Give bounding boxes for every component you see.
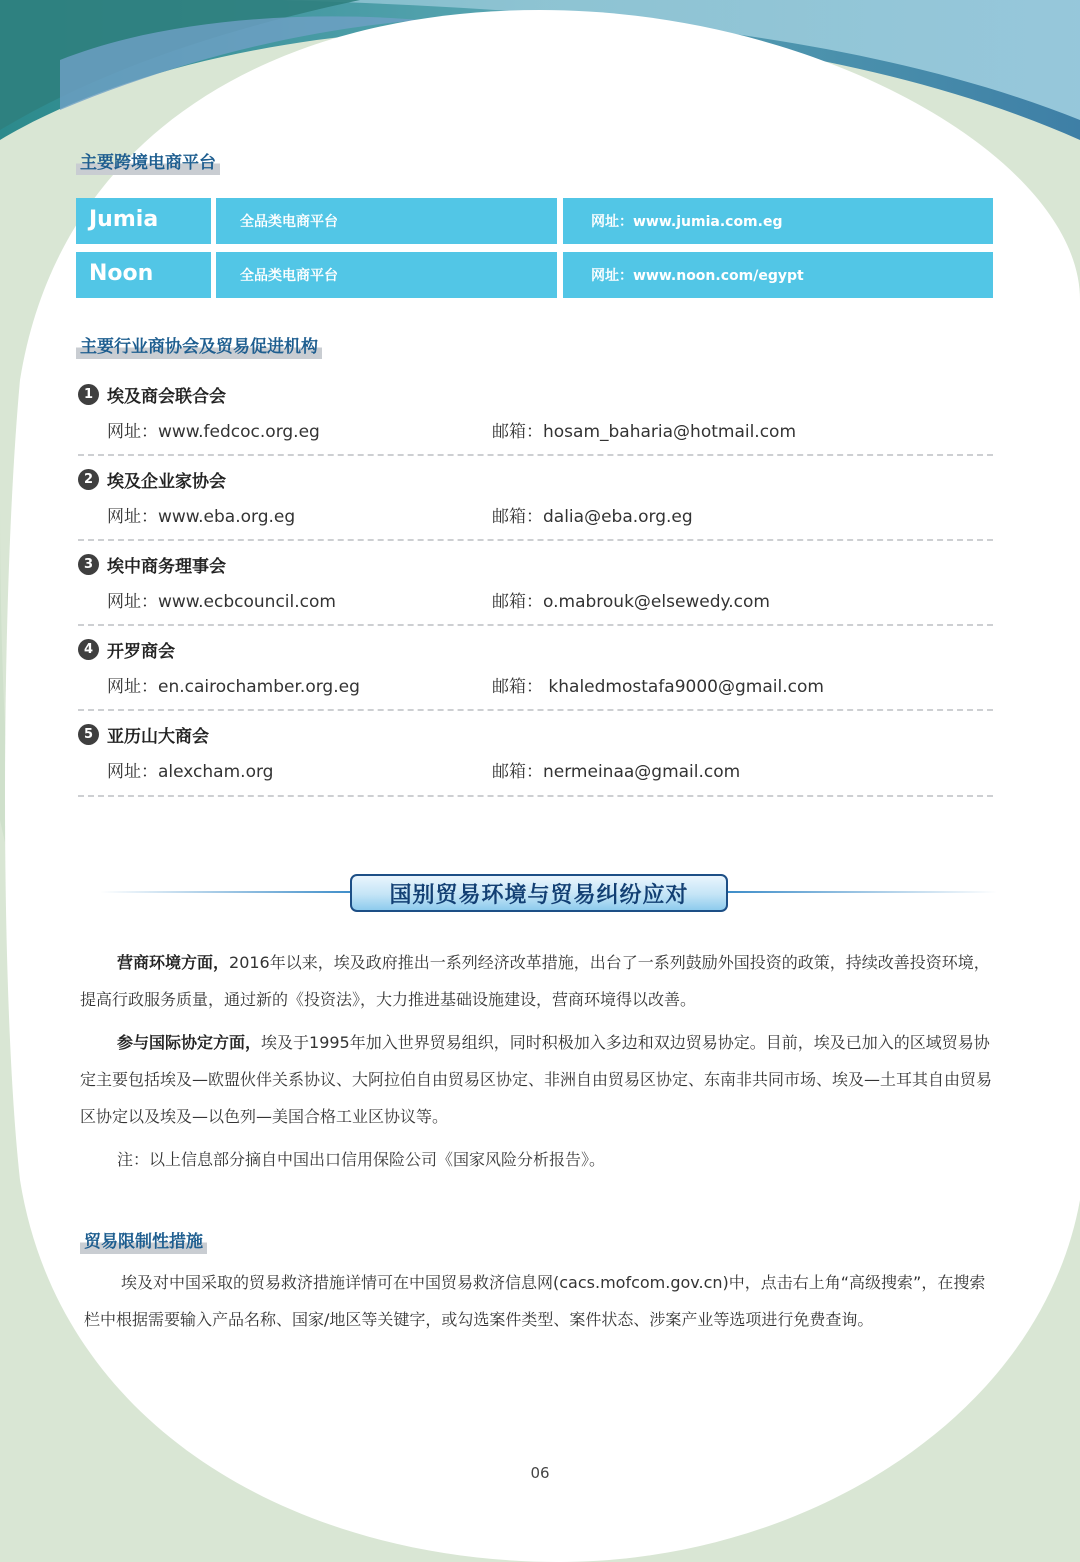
- platform-url[interactable]: 网址：www.jumia.com.eg: [563, 198, 993, 244]
- org-item-1: [78, 382, 993, 467]
- platform-category: 全品类电商平台: [216, 198, 557, 244]
- platform-row-noon: [76, 252, 993, 298]
- paragraph-international-agreements: [80, 1024, 998, 1135]
- source-note: 注：以上信息部分摘自中国出口信用保险公司《国家风险分析报告》。: [117, 1150, 606, 1169]
- org-email[interactable]: 邮箱：dalia@eba.org.eg: [492, 507, 693, 527]
- org-name: 埃中商务理事会: [107, 557, 226, 577]
- paragraph-lead: 参与国际协定方面，: [117, 1033, 262, 1052]
- number-badge-icon: 1: [78, 384, 99, 405]
- paragraph-lead: 营商环境方面，: [117, 953, 230, 972]
- org-website[interactable]: 网址：www.fedcoc.org.eg: [107, 422, 320, 442]
- number-badge-icon: 2: [78, 469, 99, 490]
- page-number: 06: [530, 1464, 550, 1482]
- dashed-divider: [78, 539, 993, 541]
- org-website[interactable]: 网址：www.eba.org.eg: [107, 507, 296, 527]
- org-header: [78, 637, 175, 662]
- section-heading-platforms: 主要跨境电商平台: [76, 148, 220, 175]
- number-badge-icon: 5: [78, 724, 99, 745]
- dashed-divider: [78, 454, 993, 456]
- org-header: [78, 722, 209, 747]
- section-heading-associations: 主要行业商协会及贸易促进机构: [76, 332, 322, 359]
- banner-title: 国别贸易环境与贸易纠纷应对: [389, 882, 689, 908]
- platform-url[interactable]: 网址：www.noon.com/egypt: [563, 252, 993, 298]
- number-badge-icon: 4: [78, 639, 99, 660]
- banner-rule-right: [725, 891, 997, 893]
- platform-row-jumia: [76, 198, 993, 244]
- dashed-divider: [78, 795, 993, 797]
- org-item-5: [78, 722, 993, 807]
- number-badge-icon: 3: [78, 554, 99, 575]
- org-website[interactable]: 网址：alexcham.org: [107, 762, 274, 782]
- org-email[interactable]: 邮箱：hosam_baharia@hotmail.com: [492, 422, 797, 442]
- org-name: 埃及企业家协会: [107, 472, 226, 492]
- platform-category: 全品类电商平台: [216, 252, 557, 298]
- org-item-2: [78, 467, 993, 552]
- org-header: [78, 382, 226, 407]
- paragraph-body: 埃及于1995年加入世界贸易组织，同时积极加入多边和双边贸易协定。目前，埃及已加入的区域贸易协定主要包括埃及—欧盟伙伴关系协议、大阿拉伯自由贸易区协定、非洲自由贸易区协定、东南非共同市场、埃及—土耳其自由贸易区协定以及埃及—以色列—美国合格工业区协议等。: [80, 1033, 993, 1126]
- platform-name: Noon: [76, 252, 211, 298]
- org-header: [78, 552, 226, 577]
- dashed-divider: [78, 624, 993, 626]
- paragraph-body: 2016年以来，埃及政府推出一系列经济改革措施，出台了一系列鼓励外国投资的政策，持续改善投资环境，提高行政服务质量，通过新的《投资法》，大力推进基础设施建设，营商环境得以改善。: [80, 953, 990, 1009]
- org-website[interactable]: 网址：www.ecbcouncil.com: [107, 592, 336, 612]
- org-name: 开罗商会: [107, 642, 175, 662]
- banner-rule-left: [100, 891, 356, 893]
- org-email[interactable]: 邮箱：nermeinaa@gmail.com: [492, 762, 741, 782]
- org-name: 埃及商会联合会: [107, 387, 226, 407]
- org-item-4: [78, 637, 993, 722]
- dashed-divider: [78, 709, 993, 711]
- platform-name: Jumia: [76, 198, 211, 244]
- org-email[interactable]: 邮箱： khaledmostafa9000@gmail.com: [492, 677, 824, 697]
- paragraph-business-environment: [80, 944, 998, 1018]
- section-heading-restrictions: 贸易限制性措施: [80, 1227, 207, 1254]
- paragraph-trade-restrictions: 埃及对中国采取的贸易救济措施详情可在中国贸易救济信息网(cacs.mofcom.gov.cn)中，点击右上角“高级搜索”，在搜索栏中根据需要输入产品名称、国家/地区等关键字，或勾选案件类型、案件状态、涉案产业等选项进行免费查询。: [84, 1273, 986, 1329]
- org-email[interactable]: 邮箱：o.mabrouk@elsewedy.com: [492, 592, 770, 612]
- org-item-3: [78, 552, 993, 637]
- org-header: [78, 467, 226, 492]
- section-banner: [350, 874, 728, 912]
- org-website[interactable]: 网址：en.cairochamber.org.eg: [107, 677, 360, 697]
- org-name: 亚历山大商会: [107, 727, 209, 747]
